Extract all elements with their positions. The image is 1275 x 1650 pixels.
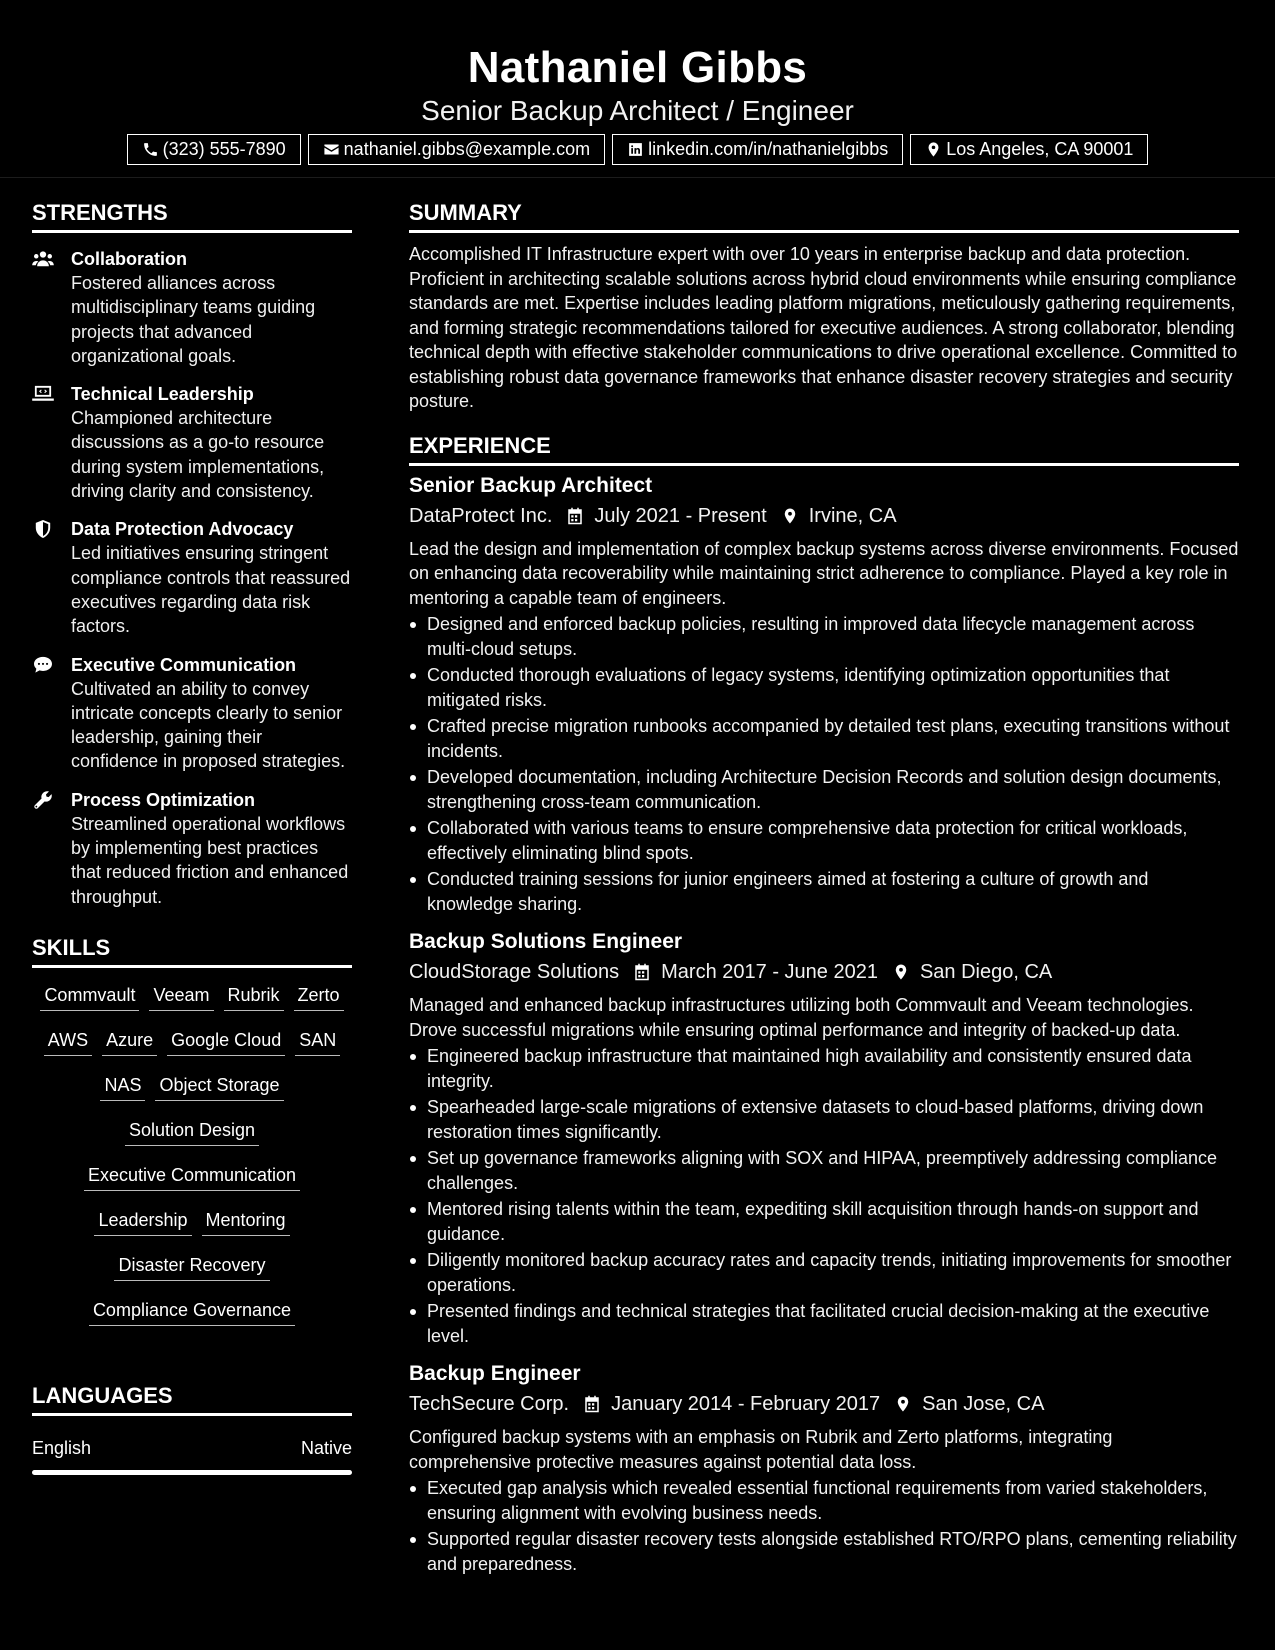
job-description: Lead the design and implementation of complex backup systems across diverse environments. Focused on enhancing data recoverability while maintaining strict adherence to compliance. Played a key role in mentoring a capable team of engineers. (409, 538, 1239, 608)
experience-rule (409, 463, 1239, 466)
linkedin-icon (627, 141, 644, 158)
right-column (409, 196, 1239, 1576)
job-company: CloudStorage Solutions (409, 961, 620, 983)
strength-item (32, 517, 352, 638)
strength-description: Championed architecture discussions as a go-to resource during system implementations, driving clarity and consistency. (71, 408, 325, 502)
job-company: TechSecure Corp. (409, 1393, 570, 1415)
contact-location-text: Los Angeles, CA 90001 (946, 139, 1134, 159)
skill-tag: Veeam (149, 983, 213, 1011)
job-bullet: Crafted precise migration runbooks accompanied by detailed test plans, executing transitions without incidents. (409, 714, 1239, 763)
skill-tag: Zerto (294, 983, 344, 1011)
skill-tag: SAN (295, 1028, 340, 1056)
strength-name: Executive Communication (71, 654, 297, 675)
experience-heading: EXPERIENCE (409, 432, 551, 458)
job-title: Backup Solutions Engineer (409, 930, 683, 953)
skills-row (32, 983, 352, 1028)
contact-bar (0, 134, 1275, 165)
job-dates: July 2021 - Present (594, 504, 767, 527)
job-bullet: Collaborated with various teams to ensure comprehensive data protection for critical workloads, effectively eliminating blind spots. (409, 816, 1239, 865)
skill-tag: Mentoring (202, 1208, 290, 1236)
job-dates: March 2017 - June 2021 (661, 961, 878, 983)
contact-email-text: nathaniel.gibbs@example.com (343, 139, 591, 159)
candidate-name: Nathaniel Gibbs (467, 43, 808, 92)
job-bullet: Spearheaded large-scale migrations of extensive datasets to cloud-based platforms, driving down restoration times significantly. (409, 1095, 1239, 1144)
calendar-icon (566, 507, 584, 525)
strength-description: Fostered alliances across multidisciplinary teams guiding projects that advanced organizational goals. (71, 273, 316, 366)
calendar-icon (583, 1395, 601, 1413)
skill-tag: Object Storage (155, 1073, 283, 1101)
job-bullet: Presented findings and technical strategies that facilitated crucial decision-making at the executive level. (409, 1299, 1239, 1348)
job-bullet: Set up governance frameworks aligning with SOX and HIPAA, preemptively addressing compliance challenges. (409, 1146, 1239, 1195)
skill-tag: Azure (102, 1028, 157, 1056)
contact-phone-text: (323) 555-7890 (162, 139, 286, 159)
summary-text: Accomplished IT Infrastructure expert with over 10 years in enterprise backup and data protection. Proficient in architecting scalable solutions across hybrid cloud environments while ensuring compliance standards are met. Expertise includes leading platform migrations, meticulously gathering requirements, and forming strategic recommendations tailored for executive audiences. A strong collaborator, blending technical depth with effective stakeholder communications to drive operational excellence. Committed to establishing robust data governance frameworks that enhance disaster recovery strategies and security posture. (409, 244, 1238, 411)
skills-row (32, 1163, 352, 1208)
job-entry (409, 1360, 1239, 1576)
strength-item (32, 788, 352, 909)
left-column (32, 196, 352, 1475)
strengths-heading: STRENGTHS (32, 200, 168, 225)
job-bullets (409, 1044, 1239, 1348)
map-pin-icon (894, 1395, 912, 1413)
map-pin-icon (781, 507, 799, 525)
skill-tag: AWS (44, 1028, 92, 1056)
skills-rule (32, 965, 352, 968)
skill-tag: Solution Design (125, 1118, 259, 1146)
skills-heading: SKILLS (32, 934, 111, 960)
strength-name: Collaboration (71, 249, 187, 269)
strength-description: Streamlined operational workflows by implementing best practices that reduced friction and enhanced throughput. (71, 813, 349, 907)
shield-icon (32, 520, 54, 538)
skills-row (32, 1253, 352, 1298)
languages-heading: LANGUAGES (32, 1382, 173, 1408)
strength-name: Data Protection Advocacy (71, 519, 294, 540)
summary-heading: SUMMARY (409, 200, 522, 225)
skills-row (32, 1118, 352, 1163)
job-location: Irvine, CA (808, 504, 897, 527)
comment-icon (32, 656, 54, 674)
strength-item (32, 653, 352, 774)
language-proficiency-bar (32, 1470, 352, 1475)
job-dates: January 2014 - February 2017 (611, 1393, 881, 1415)
skills-row (32, 1073, 352, 1118)
job-meta (409, 958, 1239, 986)
contact-location[interactable] (910, 134, 1148, 165)
skill-tag: Leadership (94, 1208, 191, 1236)
job-bullet: Engineered backup infrastructure that maintained high availability and consistently ensured data integrity. (409, 1044, 1239, 1093)
job-title: Backup Engineer (409, 1362, 581, 1385)
language-level: Native (300, 1437, 352, 1458)
job-bullet: Developed documentation, including Architecture Decision Records and solution design documents, strengthening cross-team communication. (409, 765, 1239, 814)
laptop-code-icon (32, 385, 54, 403)
skill-tag: NAS (100, 1073, 145, 1101)
summary-rule (409, 230, 1239, 233)
skill-tag: Compliance Governance (89, 1298, 295, 1326)
skills-row (32, 1028, 352, 1073)
contact-phone[interactable] (127, 134, 301, 165)
contact-linkedin[interactable] (612, 134, 903, 165)
strength-description: Led initiatives ensuring stringent compliance controls that reassured executives regarding data risk factors. (71, 543, 351, 637)
skill-tag: Disaster Recovery (114, 1253, 269, 1281)
skill-tag: Executive Communication (84, 1163, 300, 1191)
job-company: DataProtect Inc. (409, 504, 553, 527)
job-bullet: Conducted thorough evaluations of legacy systems, identifying optimization opportunities that mitigated risks. (409, 663, 1239, 712)
strength-name: Technical Leadership (71, 384, 254, 405)
job-location: San Diego, CA (919, 961, 1053, 983)
contact-email[interactable] (308, 134, 605, 165)
language-row (32, 1436, 352, 1460)
phone-icon (142, 141, 159, 158)
job-bullets (409, 612, 1239, 916)
job-entry (409, 928, 1239, 1348)
strength-item (32, 382, 352, 503)
job-bullet: Mentored rising talents within the team, expediting skill acquisition through hands-on support and guidance. (409, 1197, 1239, 1246)
skills-row (32, 1208, 352, 1253)
skills-row (32, 1298, 352, 1343)
job-location: San Jose, CA (922, 1393, 1045, 1415)
skill-tag: Google Cloud (167, 1028, 285, 1056)
strength-item (32, 247, 352, 368)
job-description: Configured backup systems with an emphasis on Rubrik and Zerto platforms, integrating comprehensive protective measures against potential data loss. (409, 1427, 1113, 1472)
map-pin-icon (892, 963, 910, 981)
strength-name: Process Optimization (71, 789, 256, 810)
languages-rule (32, 1413, 352, 1416)
map-pin-icon (925, 141, 942, 158)
job-meta (409, 502, 1239, 530)
skill-tag: Commvault (40, 983, 139, 1011)
envelope-icon (323, 141, 340, 158)
candidate-title: Senior Backup Architect / Engineer (421, 95, 854, 126)
strength-description: Cultivated an ability to convey intricate concepts clearly to senior leadership, gaining their confidence in proposed strategies. (71, 678, 346, 772)
strengths-list (32, 247, 352, 909)
wrench-icon (32, 791, 54, 809)
job-bullet: Diligently monitored backup accuracy rates and capacity trends, initiating improvements for smoother operations. (409, 1248, 1239, 1297)
job-bullet: Executed gap analysis which revealed essential functional requirements from varied stakeholders, ensuring alignment with evolving business needs. (409, 1476, 1239, 1525)
job-bullets (409, 1476, 1239, 1576)
calendar-icon (633, 963, 651, 981)
job-meta (409, 1390, 1239, 1418)
job-bullet: Supported regular disaster recovery tests alongside established RTO/RPO plans, cementing reliability and preparedness. (409, 1527, 1239, 1576)
skills-list (32, 983, 352, 1343)
users-icon (32, 250, 54, 268)
job-bullet: Designed and enforced backup policies, resulting in improved data lifecycle management across multi-cloud setups. (409, 612, 1239, 661)
job-entry (409, 472, 1239, 917)
job-title: Senior Backup Architect (409, 473, 653, 497)
job-description: Managed and enhanced backup infrastructures utilizing both Commvault and Veeam technologies. Drove successful migrations while ensuring optimal performance and integrity of backed-up data. (409, 995, 1194, 1040)
skill-tag: Rubrik (224, 983, 284, 1011)
job-bullet: Conducted training sessions for junior engineers aimed at fostering a culture of growth and knowledge sharing. (409, 867, 1239, 916)
strengths-rule (32, 230, 352, 233)
resume-header (0, 0, 1275, 178)
contact-linkedin-text: linkedin.com/in/nathanielgibbs (648, 139, 889, 159)
language-name: English (32, 1437, 92, 1458)
